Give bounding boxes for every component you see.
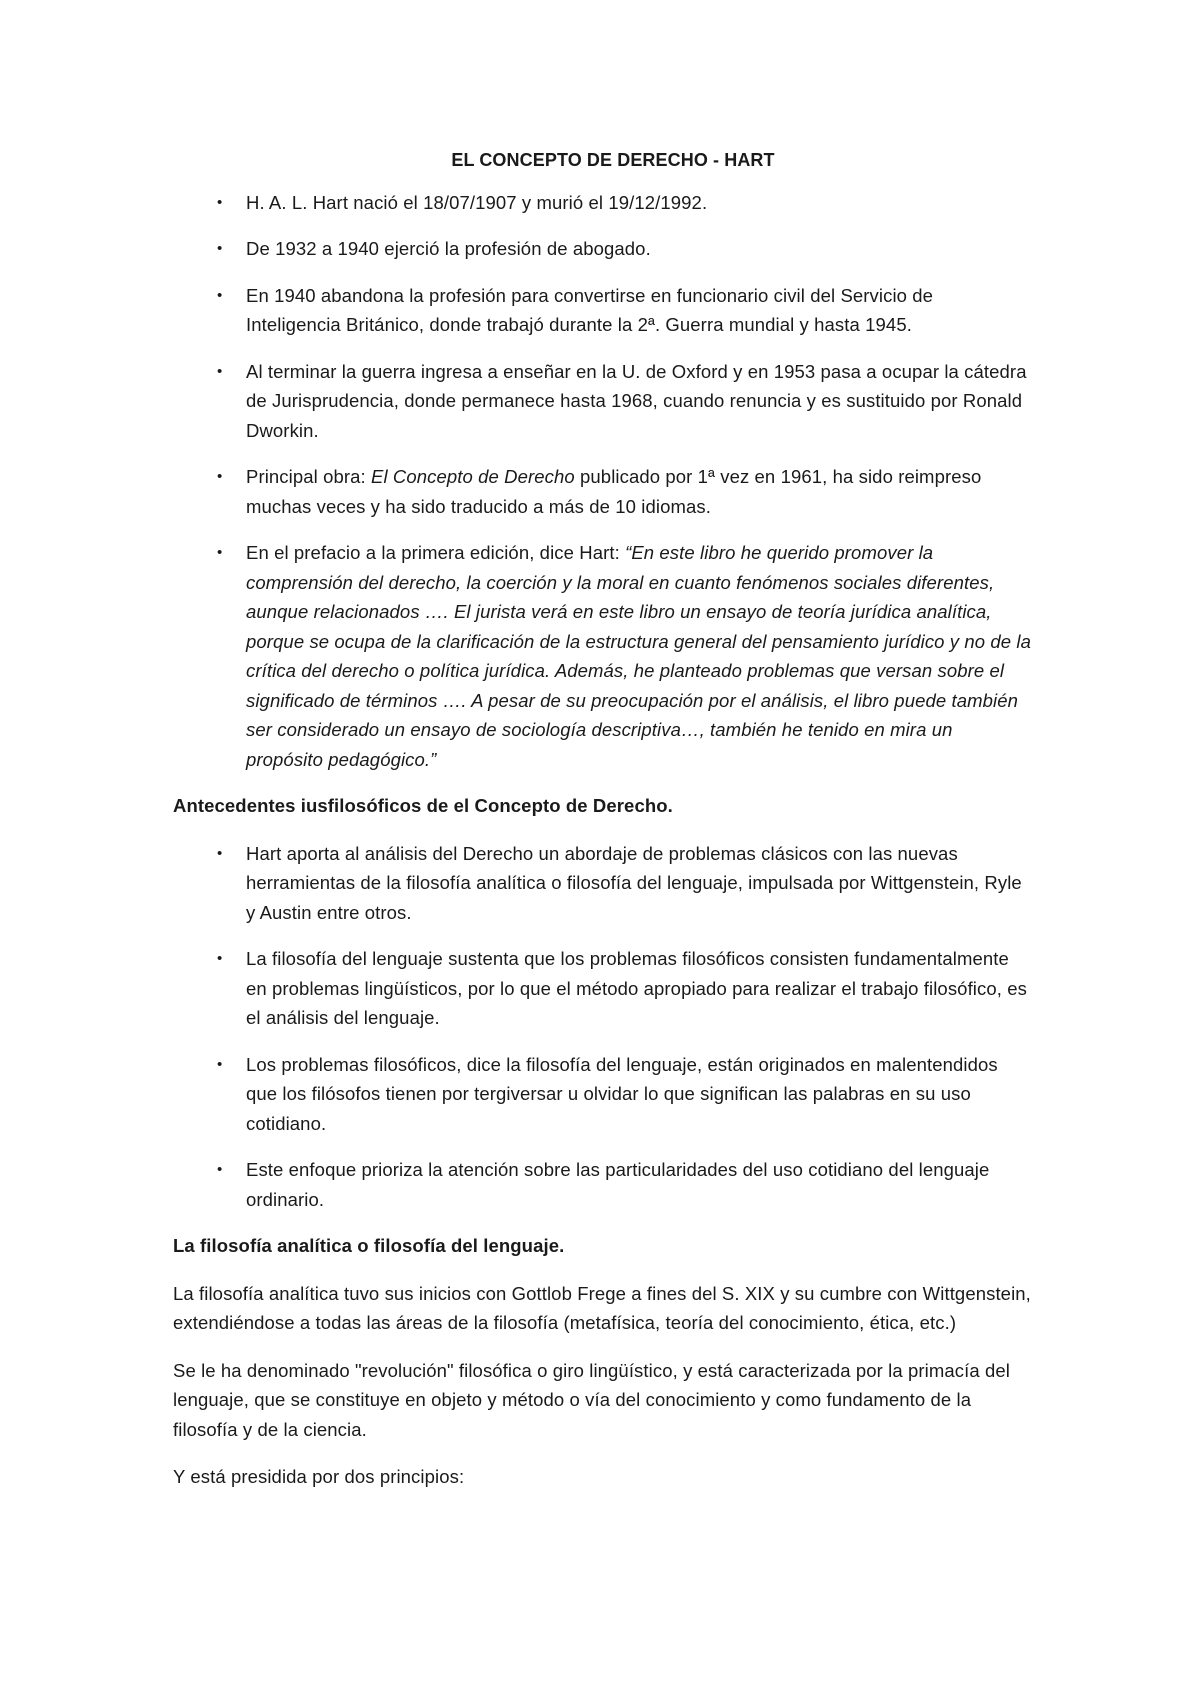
list-item — [173, 357, 1033, 446]
section-heading-antecedentes: Antecedentes iusfilosóficos de el Concepto de Derecho. — [173, 795, 673, 816]
bullet-text: Los problemas filosóficos, dice la filosofía del lenguaje, están originados en malentendidos que los filósofos tienen por tergiversar u olvidar lo que significan las palabras en su uso cotidiano. — [246, 1053, 998, 1134]
bullet-icon: • — [217, 193, 223, 211]
paragraph: Se le ha denominado "revolución" filosófica o giro lingüístico, y está caracterizada por la primacía del lenguaje, que se constituye en objeto y método o vía del conocimiento y como fundamento de la filosofía y de la ciencia. — [173, 1359, 1010, 1440]
list-item — [173, 281, 1033, 340]
list-item — [173, 1050, 1033, 1139]
bullet-text: De 1932 a 1940 ejerció la profesión de abogado. — [246, 238, 651, 259]
list-item — [173, 1155, 1033, 1214]
book-title: El Concepto de Derecho — [371, 466, 575, 487]
list-item — [173, 944, 1033, 1033]
bullet-text: Al terminar la guerra ingresa a enseñar en la U. de Oxford y en 1953 pasa a ocupar la cátedra de Jurisprudencia, donde permanece hasta 1968, cuando renuncia y es sustituido por Ronald Dworkin. — [246, 360, 1027, 441]
document-title: EL CONCEPTO DE DERECHO - HART — [451, 150, 775, 170]
bullet-text — [246, 538, 1033, 774]
obra-suffix: publicado por 1ª vez en 1961, ha sido reimpreso muchas veces y ha sido traducido a más de 10 idiomas. — [246, 466, 982, 517]
bullet-icon: • — [217, 468, 223, 485]
bullet-icon: • — [217, 1161, 223, 1178]
bullet-text: En 1940 abandona la profesión para convertirse en funcionario civil del Servicio de Inteligencia Británico, donde trabajó durante la 2ª. Guerra mundial y hasta 1945. — [246, 284, 934, 335]
bullet-text — [246, 462, 1033, 521]
list-item — [173, 839, 1033, 928]
bullet-icon: • — [217, 240, 223, 257]
antecedentes-bullet-list — [173, 839, 1033, 1215]
bio-bullet-list — [173, 188, 1033, 775]
list-item-prefacio — [173, 538, 1033, 774]
list-item-obra — [173, 462, 1033, 521]
prefacio-prefix: En el prefacio a la primera edición, dice Hart: — [246, 542, 626, 563]
bullet-text: La filosofía del lenguaje sustenta que los problemas filosóficos consisten fundamentalmente en problemas lingüísticos, por lo que el método apropiado para realizar el trabajo filosófico, es el análisis del lenguaje. — [246, 948, 1027, 1028]
prefacio-quote: “En este libro he querido promover la comprensión del derecho, la coerción y la moral en cuanto fenómenos sociales diferentes, aunque relacionados …. El jurista verá en este libro un ensayo de teoría jurídica analítica, porque se ocupa de la clarificación de la estructura general del pensamiento jurídico y no de la crítica del derecho o política jurídica. Además, he planteado problemas que versan sobre el significado de términos …. A pesar de su preocupación por el análisis, el libro puede también ser considerado un ensayo de sociología descriptiva…, también he tenido en mira un propósito pedagógico.” — [246, 542, 1032, 770]
bullet-icon: • — [217, 950, 223, 967]
list-item — [173, 188, 1033, 218]
bullet-icon: • — [217, 286, 223, 304]
bullet-icon: • — [217, 544, 223, 561]
bullet-icon: • — [217, 844, 223, 862]
paragraph: Y está presidida por dos principios: — [173, 1466, 465, 1487]
document-content — [173, 146, 1033, 1510]
obra-prefix: Principal obra: — [246, 466, 371, 487]
bullet-text: Este enfoque prioriza la atención sobre las particularidades del uso cotidiano del lenguaje ordinario. — [246, 1159, 990, 1210]
bullet-icon: • — [217, 1055, 223, 1073]
bullet-icon: • — [217, 362, 223, 380]
list-item — [173, 234, 1033, 264]
section-heading-filosofia: La filosofía analítica o filosofía del lenguaje. — [173, 1235, 565, 1256]
bullet-text: H. A. L. Hart nació el 18/07/1907 y murió el 19/12/1992. — [246, 191, 708, 213]
paragraph: La filosofía analítica tuvo sus inicios con Gottlob Frege a fines del S. XIX y su cumbre con Wittgenstein, extendiéndose a todas las áreas de la filosofía (metafísica, teoría del conocimiento, ética, etc.) — [173, 1282, 1031, 1333]
bullet-text: Hart aporta al análisis del Derecho un abordaje de problemas clásicos con las nuevas herramientas de la filosofía analítica o filosofía del lenguaje, impulsada por Wittgenstein, Ryle y Austin entre otros. — [246, 842, 1022, 923]
